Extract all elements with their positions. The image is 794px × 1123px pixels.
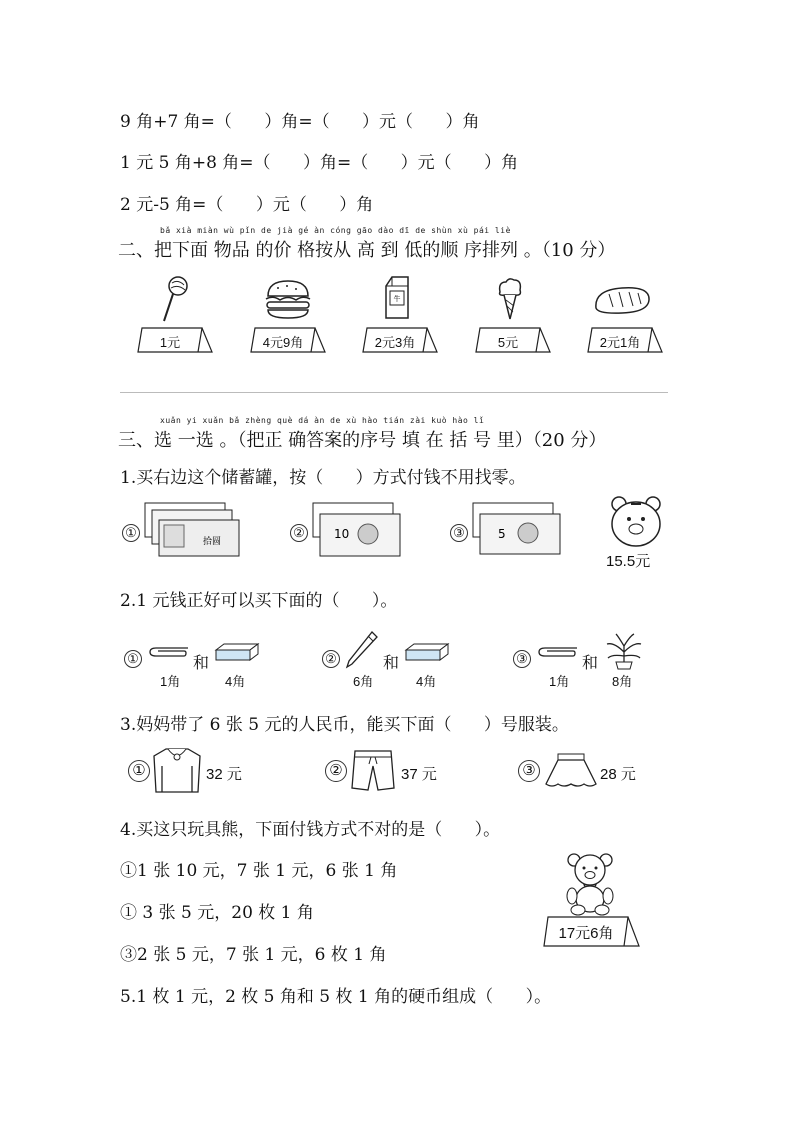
price-4: 5元: [497, 335, 519, 350]
section3-title: 三、选 一选 。（把正 确答案的序号 填 在 括 号 里）（20 分）: [118, 430, 607, 451]
price-3: 2元3角: [374, 335, 416, 350]
bread-icon: [592, 282, 652, 318]
q1-text: 1.买右边这个储蓄罐，按（ ）方式付钱不用找零。: [120, 468, 526, 488]
q2-a1: 1角: [160, 674, 181, 689]
calc-line-1: 9 角+7 角=（ ）角=（ ）元（ ）角: [120, 112, 480, 132]
banknotes-icon: [310, 500, 410, 562]
q1-option-1: ①: [122, 524, 140, 542]
shorts-icon: [350, 748, 396, 794]
q3-price-1: 32 元: [206, 766, 242, 783]
q3-option-3: ③: [518, 760, 540, 782]
price-2: 4元9角: [262, 335, 304, 350]
bear-price: 17元6角: [558, 925, 614, 942]
q3-option-2: ②: [325, 760, 347, 782]
and-label: 和: [383, 655, 400, 672]
q2-a3: 1角: [549, 674, 570, 689]
q2-b1: 4角: [225, 674, 246, 689]
section2-title: 二、把下面 物品 的价 格按从 高 到 低的顺 序排列 。（10 分）: [118, 240, 616, 261]
calc-line-3: 2 元-5 角=（ ）元（ ）角: [120, 195, 374, 215]
q4-option-3: ③2 张 5 元，7 张 1 元，6 枚 1 角: [120, 945, 387, 965]
teddy-bear-icon: [560, 852, 622, 916]
pencil-icon: [344, 630, 380, 670]
q3-option-1: ①: [128, 760, 150, 782]
divider: [120, 392, 668, 393]
milk-carton-icon: [382, 274, 412, 322]
q4-option-1: ①1 张 10 元，7 张 1 元，6 张 1 角: [120, 861, 398, 881]
price-5: 2元1角: [599, 335, 641, 350]
eraser-icon: [404, 642, 450, 662]
q3-price-2: 37 元: [401, 766, 437, 783]
q4-text: 4.买这只玩具熊，下面付钱方式不对的是（ ）。: [120, 820, 501, 840]
hamburger-icon: [263, 278, 313, 320]
svg-text:牛: 牛: [393, 295, 401, 303]
calc-line-2: 1 元 5 角+8 角=（ ）角=（ ）元（ ）角: [120, 153, 519, 173]
q2-a2: 6角: [353, 674, 374, 689]
banknotes-icon: [470, 500, 570, 562]
paperclip-icon: [537, 642, 579, 660]
q1-option-2: ②: [290, 524, 308, 542]
q2-option-3: ③: [513, 650, 531, 668]
q3-price-3: 28 元: [600, 766, 636, 783]
svg-text:拾圆: 拾圆: [202, 537, 222, 547]
q5-text: 5.1 枚 1 元，2 枚 5 角和 5 枚 1 角的硬币组成（ ）。: [120, 987, 552, 1007]
sweater-icon: [152, 746, 202, 796]
banknotes-icon: [142, 500, 242, 562]
q4-option-2: ① 3 张 5 元，20 枚 1 角: [120, 903, 314, 923]
and-label: 和: [582, 655, 599, 672]
price-1: 1元: [159, 335, 181, 350]
paperclip-icon: [148, 642, 190, 660]
ice-cream-icon: [495, 276, 525, 322]
q2-option-2: ②: [322, 650, 340, 668]
section2-pinyin: bǎ xià miàn wù pǐn de jià gé àn cóng gāo dào dī de shùn xù pái liè: [160, 226, 511, 235]
plant-icon: [604, 632, 644, 670]
piggy-bank-icon: [607, 494, 667, 550]
section3-pinyin: xuǎn yi xuǎn bǎ zhèng què dá àn de xù hào tián zài kuò hào lǐ: [160, 416, 485, 425]
svg-text:10: 10: [334, 527, 350, 541]
eraser-icon: [214, 642, 260, 662]
and-label: 和: [193, 655, 210, 672]
bank-price: 15.5元: [606, 553, 651, 570]
q3-text: 3.妈妈带了 6 张 5 元的人民币，能买下面（ ）号服装。: [120, 715, 569, 735]
svg-text:5: 5: [498, 527, 506, 541]
q2-b2: 4角: [416, 674, 437, 689]
q2-option-1: ①: [124, 650, 142, 668]
q2-text: 2.1 元钱正好可以买下面的（ ）。: [120, 591, 398, 611]
lollipop-icon: [160, 275, 190, 325]
skirt-icon: [544, 752, 598, 792]
q1-option-3: ③: [450, 524, 468, 542]
q2-b3: 8角: [612, 674, 633, 689]
